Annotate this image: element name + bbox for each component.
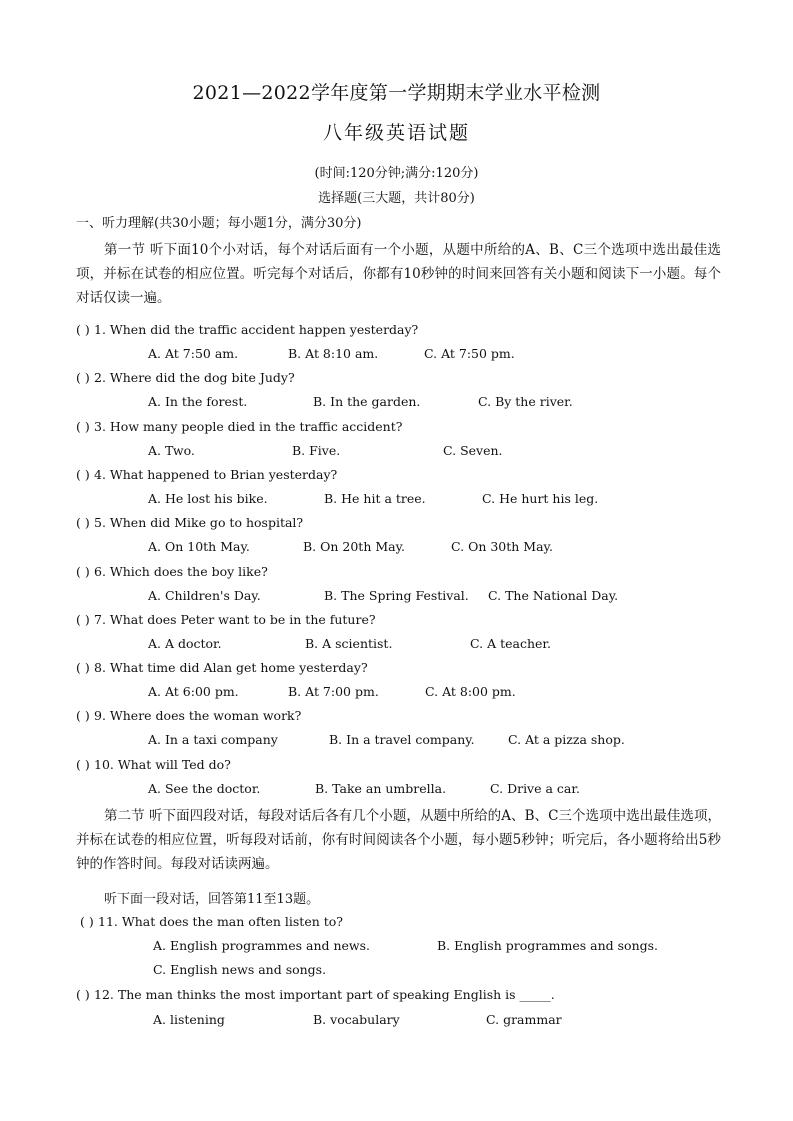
- option-c: C. At 7:50 pm.: [424, 346, 515, 361]
- time-info: (时间:120分钟;满分:120分): [314, 166, 479, 181]
- question-7: [76, 612, 376, 627]
- answer-blank[interactable]: ( ): [76, 987, 90, 1002]
- question-stem: 5. When did Mike go to hospital?: [94, 515, 304, 530]
- answer-blank[interactable]: ( ): [76, 322, 90, 337]
- question-6: [76, 564, 268, 579]
- option-a: A. On 10th May.: [148, 539, 250, 554]
- answer-blank[interactable]: ( ): [76, 612, 90, 627]
- question-5: [76, 515, 303, 530]
- answer-blank[interactable]: ( ): [76, 564, 90, 579]
- exam-title: 2021—2022学年度第一学期期末学业水平检测: [192, 82, 601, 104]
- option-a: A. He lost his bike.: [148, 491, 268, 506]
- option-c: C. A teacher.: [470, 636, 551, 651]
- question-2: [76, 370, 295, 385]
- option-c: C. Drive a car.: [490, 781, 580, 796]
- exam-subtitle: 八年级英语试题: [322, 122, 470, 144]
- option-b: B. English programmes and songs.: [437, 938, 659, 953]
- section-info: 选择题(三大题，共计80分): [318, 191, 475, 206]
- option-b: B. vocabulary: [313, 1012, 400, 1027]
- dialogue-intro: 听下面一段对话，回答第11至13题。: [104, 892, 320, 907]
- answer-blank[interactable]: ( ): [76, 515, 90, 530]
- answer-blank[interactable]: ( ): [80, 914, 94, 929]
- option-c: C. grammar: [486, 1012, 562, 1027]
- option-b: B. In a travel company.: [329, 732, 475, 747]
- question-stem: 11. What does the man often listen to?: [98, 914, 343, 929]
- option-b: B. In the garden.: [313, 394, 421, 409]
- option-a: A. At 6:00 pm.: [148, 684, 239, 699]
- option-a: A. In a taxi company: [148, 732, 278, 747]
- option-c: C. He hurt his leg.: [482, 491, 599, 506]
- option-b: B. At 8:10 am.: [288, 346, 379, 361]
- question-9: [76, 708, 301, 723]
- option-a: A. English programmes and news.: [153, 938, 371, 953]
- question-stem: 8. What time did Alan get home yesterday?: [94, 660, 368, 675]
- option-a: A. A doctor.: [148, 636, 222, 651]
- option-b: B. At 7:00 pm.: [288, 684, 379, 699]
- answer-blank[interactable]: ( ): [76, 370, 90, 385]
- option-b: B. On 20th May.: [303, 539, 405, 554]
- option-c: C. The National Day.: [488, 588, 619, 603]
- question-4: [76, 467, 337, 482]
- question-stem: 9. Where does the woman work?: [94, 708, 302, 723]
- question-3: [76, 419, 402, 434]
- question-stem: 12. The man thinks the most important part of speaking English is _____.: [94, 987, 555, 1002]
- question-stem: 10. What will Ted do?: [94, 757, 231, 772]
- question-stem: 2. Where did the dog bite Judy?: [94, 370, 295, 385]
- question-11: [80, 914, 343, 929]
- answer-blank[interactable]: ( ): [76, 660, 90, 675]
- part1-heading: 一、听力理解(共30小题；每小题1分，满分30分): [76, 216, 362, 231]
- answer-blank[interactable]: ( ): [76, 467, 90, 482]
- option-c: C. By the river.: [478, 394, 573, 409]
- option-a: A. At 7:50 am.: [148, 346, 239, 361]
- option-a: A. Children's Day.: [148, 588, 261, 603]
- question-8: [76, 660, 368, 675]
- question-1: [76, 322, 418, 337]
- question-stem: 6. Which does the boy like?: [94, 564, 268, 579]
- option-b: B. Five.: [292, 443, 341, 458]
- option-c: C. Seven.: [443, 443, 503, 458]
- answer-blank[interactable]: ( ): [76, 419, 90, 434]
- option-b: B. The Spring Festival.: [324, 588, 469, 603]
- answer-blank[interactable]: ( ): [76, 757, 90, 772]
- option-c: C. At 8:00 pm.: [425, 684, 516, 699]
- question-stem: 4. What happened to Brian yesterday?: [94, 467, 338, 482]
- option-c: C. At a pizza shop.: [508, 732, 625, 747]
- option-c: C. English news and songs.: [153, 962, 327, 977]
- option-b: B. He hit a tree.: [324, 491, 426, 506]
- option-a: A. In the forest.: [148, 394, 248, 409]
- answer-blank[interactable]: ( ): [76, 708, 90, 723]
- option-a: A. listening: [153, 1012, 225, 1027]
- option-a: A. See the doctor.: [148, 781, 261, 796]
- section2-instructions: 第二节 听下面四段对话，每段对话后各有几个小题，从题中所给的A、B、C三个选项中选出最佳选项，并标在试卷的相应位置，听每段对话前，你有时间阅读各个小题，每小题5秒钟；听完后，各小题将给出5秒钟的作答时间。每段对话读两遍。: [76, 808, 721, 872]
- question-stem: 7. What does Peter want to be in the future?: [94, 612, 376, 627]
- option-b: B. Take an umbrella.: [315, 781, 447, 796]
- question-stem: 3. How many people died in the traffic accident?: [94, 419, 403, 434]
- option-c: C. On 30th May.: [451, 539, 553, 554]
- option-b: B. A scientist.: [305, 636, 393, 651]
- question-10: [76, 757, 231, 772]
- section1-instructions: 第一节 听下面10个小对话，每个对话后面有一个小题，从题中所给的A、B、C三个选项中选出最佳选项，并标在试卷的相应位置。听完每个对话后，你都有10秒钟的时间来回答有关小题和阅读下一小题。每个对话仅读一遍。: [76, 242, 721, 306]
- option-a: A. Two.: [148, 443, 195, 458]
- question-stem: 1. When did the traffic accident happen yesterday?: [94, 322, 419, 337]
- question-12: [76, 987, 555, 1002]
